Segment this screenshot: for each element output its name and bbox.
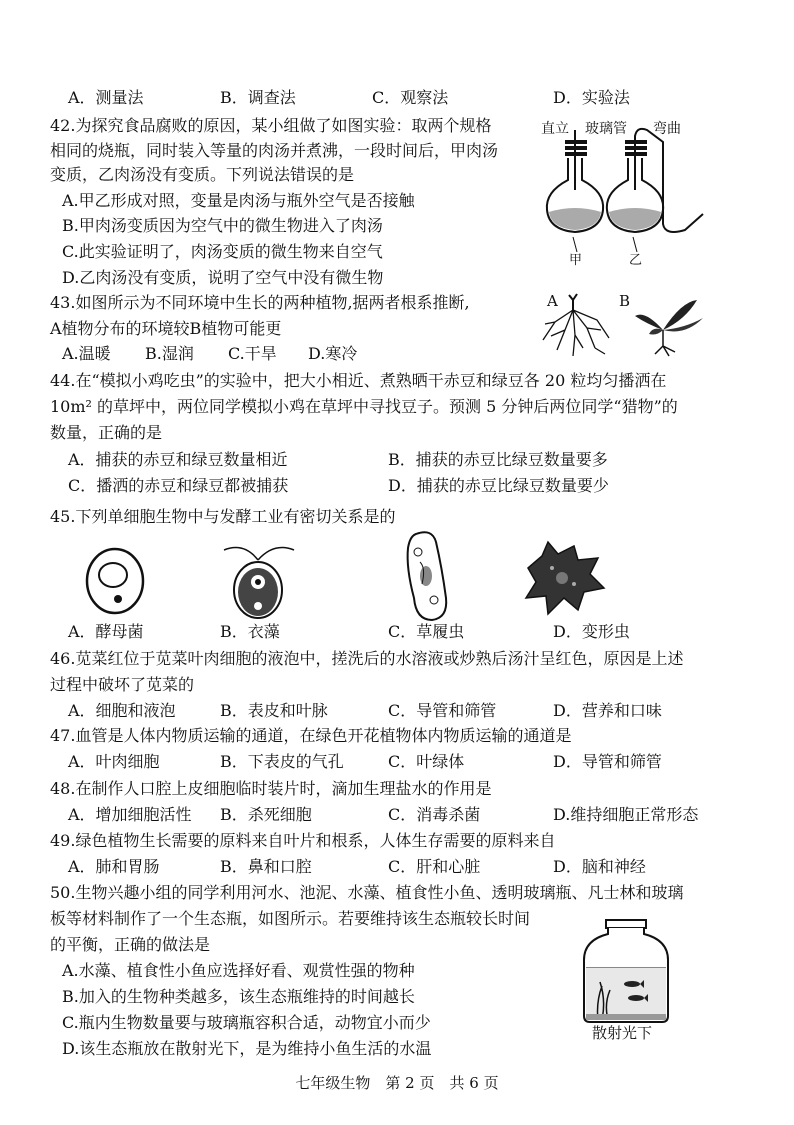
q47-option-b[interactable]: B．下表皮的气孔	[220, 752, 344, 771]
q48-option-c[interactable]: C．消毒杀菌	[388, 805, 481, 824]
q48-option-b[interactable]: B．杀死细胞	[220, 805, 312, 824]
q46-option-d[interactable]: D．营养和口味	[553, 701, 662, 720]
q49-stem-line-1: 49.绿色植物生长需要的原料来自叶片和根系，人体生存需要的原料来自	[50, 831, 556, 850]
q42-stem-line-3: 变质，乙肉汤没有变质。下列说法错误的是	[50, 165, 355, 184]
page-footer: 七年级生物 第 2 页 共 6 页	[295, 1074, 499, 1092]
q50-stem-line-1: 50.生物兴趣小组的同学利用河水、池泥、水藻、植食性小鱼、透明玻璃瓶、凡士林和玻璃	[50, 883, 684, 902]
bottle-caption: 散射光下	[592, 1024, 653, 1042]
q42-stem-line-1: 42.为探究食品腐败的原因，某小组做了如图实验：取两个规格	[50, 116, 492, 135]
q47-option-c[interactable]: C．叶绿体	[388, 752, 465, 771]
yeast-cell-figure	[80, 545, 150, 617]
q42-option-b[interactable]: B.甲肉汤变质因为空气中的微生物进入了肉汤	[62, 216, 383, 235]
q43-stem-line-2: A植物分布的环境较B植物可能更	[50, 319, 282, 338]
q49-option-d[interactable]: D．脑和神经	[553, 857, 646, 876]
label-plant-a: A	[547, 292, 558, 310]
q44-option-b[interactable]: B．捕获的赤豆比绿豆数量要多	[388, 450, 608, 469]
q42-option-d[interactable]: D.乙肉汤没有变质，说明了空气中没有微生物	[62, 268, 384, 287]
label-yi: 乙	[629, 253, 643, 268]
q45-option-b[interactable]: B．衣藻	[220, 622, 280, 641]
q50-stem-line-2: 板等材料制作了一个生态瓶，如图所示。若要维持该生态瓶较长时间	[50, 909, 531, 928]
plant-roots-figure	[535, 290, 725, 360]
q44-option-a[interactable]: A．捕获的赤豆和绿豆数量相近	[68, 450, 288, 469]
q48-option-a[interactable]: A．增加细胞活性	[68, 805, 192, 824]
q44-stem-line-2: 10m² 的草坪中，两位同学模拟小鸡在草坪中寻找豆子。预测 5 分钟后两位同学“猎物”的	[50, 397, 678, 416]
q44-stem-line-1: 44.在“模拟小鸡吃虫”的实验中，把大小相近、煮熟晒干赤豆和绿豆各 20 粒均匀播洒在	[50, 371, 667, 390]
label-jia: 甲	[569, 253, 583, 268]
ecosystem-bottle-figure	[578, 916, 673, 1046]
q43-option-d[interactable]: D.寒冷	[308, 344, 358, 363]
q42-option-a[interactable]: A.甲乙形成对照，变量是肉汤与瓶外空气是否接触	[62, 191, 415, 210]
q50-option-b[interactable]: B.加入的生物种类越多，该生态瓶维持的时间越长	[62, 987, 415, 1006]
label-curved: 弯曲	[653, 121, 681, 137]
q44-option-c[interactable]: C．播洒的赤豆和绿豆都被捕获	[68, 476, 289, 495]
q45-stem-line-1: 45.下列单细胞生物中与发酵工业有密切关系是的	[50, 507, 396, 526]
q50-option-a[interactable]: A.水藻、植食性小鱼应选择好看、观赏性强的物种	[62, 961, 415, 980]
q41-option-b[interactable]: B．调查法	[220, 88, 296, 107]
q50-stem-line-3: 的平衡，正确的做法是	[50, 935, 211, 954]
q45-option-c[interactable]: C．草履虫	[388, 622, 465, 641]
q49-option-c[interactable]: C．肝和心脏	[388, 857, 481, 876]
q49-option-a[interactable]: A．肺和胃肠	[68, 857, 160, 876]
q42-stem-line-2: 相同的烧瓶，同时装入等量的肉汤并煮沸，一段时间后，甲肉汤	[50, 141, 499, 160]
paramecium-drawing	[396, 528, 456, 623]
chlamydomonas-drawing	[218, 540, 298, 620]
q45-option-a[interactable]: A．酵母菌	[68, 622, 144, 641]
q41-option-a[interactable]: A．测量法	[68, 88, 144, 107]
label-glass-tube: 玻璃管	[585, 121, 627, 137]
ecosystem-bottle-drawing	[578, 916, 673, 1026]
q46-option-b[interactable]: B．表皮和叶脉	[220, 701, 328, 720]
q48-option-d[interactable]: D.维持细胞正常形态	[553, 805, 699, 824]
q46-stem-line-2: 过程中破坏了苋菜的	[50, 675, 195, 694]
q44-option-d[interactable]: D．捕获的赤豆比绿豆数量要少	[388, 476, 609, 495]
q41-option-c[interactable]: C．观察法	[372, 88, 449, 107]
q48-stem-line-1: 48.在制作人口腔上皮细胞临时装片时，滴加生理盐水的作用是	[50, 779, 492, 798]
q43-option-c[interactable]: C.干旱	[228, 344, 277, 363]
q46-stem-line-1: 46.苋菜红位于苋菜叶肉细胞的液泡中，搓洗后的水溶液或炒熟后汤汁呈红色，原因是上述	[50, 649, 684, 668]
q45-option-d[interactable]: D．变形虫	[553, 622, 630, 641]
paramecium-figure	[396, 528, 456, 623]
q46-option-a[interactable]: A．细胞和液泡	[68, 701, 176, 720]
q50-option-d[interactable]: D.该生态瓶放在散射光下，是为维持小鱼生活的水温	[62, 1039, 432, 1058]
amoeba-figure	[518, 538, 608, 618]
q47-option-a[interactable]: A．叶肉细胞	[68, 752, 160, 771]
q43-option-b[interactable]: B.湿润	[145, 344, 194, 363]
q46-option-c[interactable]: C．导管和筛管	[388, 701, 497, 720]
label-straight: 直立	[541, 121, 569, 137]
q44-stem-line-3: 数量，正确的是	[50, 423, 163, 442]
flask-experiment-figure	[535, 112, 735, 272]
label-plant-b: B	[619, 292, 631, 310]
q50-option-c[interactable]: C.瓶内生物数量要与玻璃瓶容积合适，动物宜小而少	[62, 1013, 431, 1032]
q43-stem-line-1: 43.如图所示为不同环境中生长的两种植物,据两者根系推断,	[50, 293, 470, 312]
yeast-cell-drawing	[80, 545, 150, 617]
q47-option-d[interactable]: D．导管和筛管	[553, 752, 662, 771]
q43-option-a[interactable]: A.温暖	[62, 344, 111, 363]
q49-option-b[interactable]: B．鼻和口腔	[220, 857, 312, 876]
q47-stem-line-1: 47.血管是人体内物质运输的通道，在绿色开花植物体内物质运输的通道是	[50, 726, 572, 745]
q42-option-c[interactable]: C.此实验证明了，肉汤变质的微生物来自空气	[62, 242, 383, 261]
q41-option-d[interactable]: D．实验法	[553, 88, 630, 107]
amoeba-drawing	[518, 538, 608, 618]
chlamydomonas-figure	[218, 540, 298, 620]
